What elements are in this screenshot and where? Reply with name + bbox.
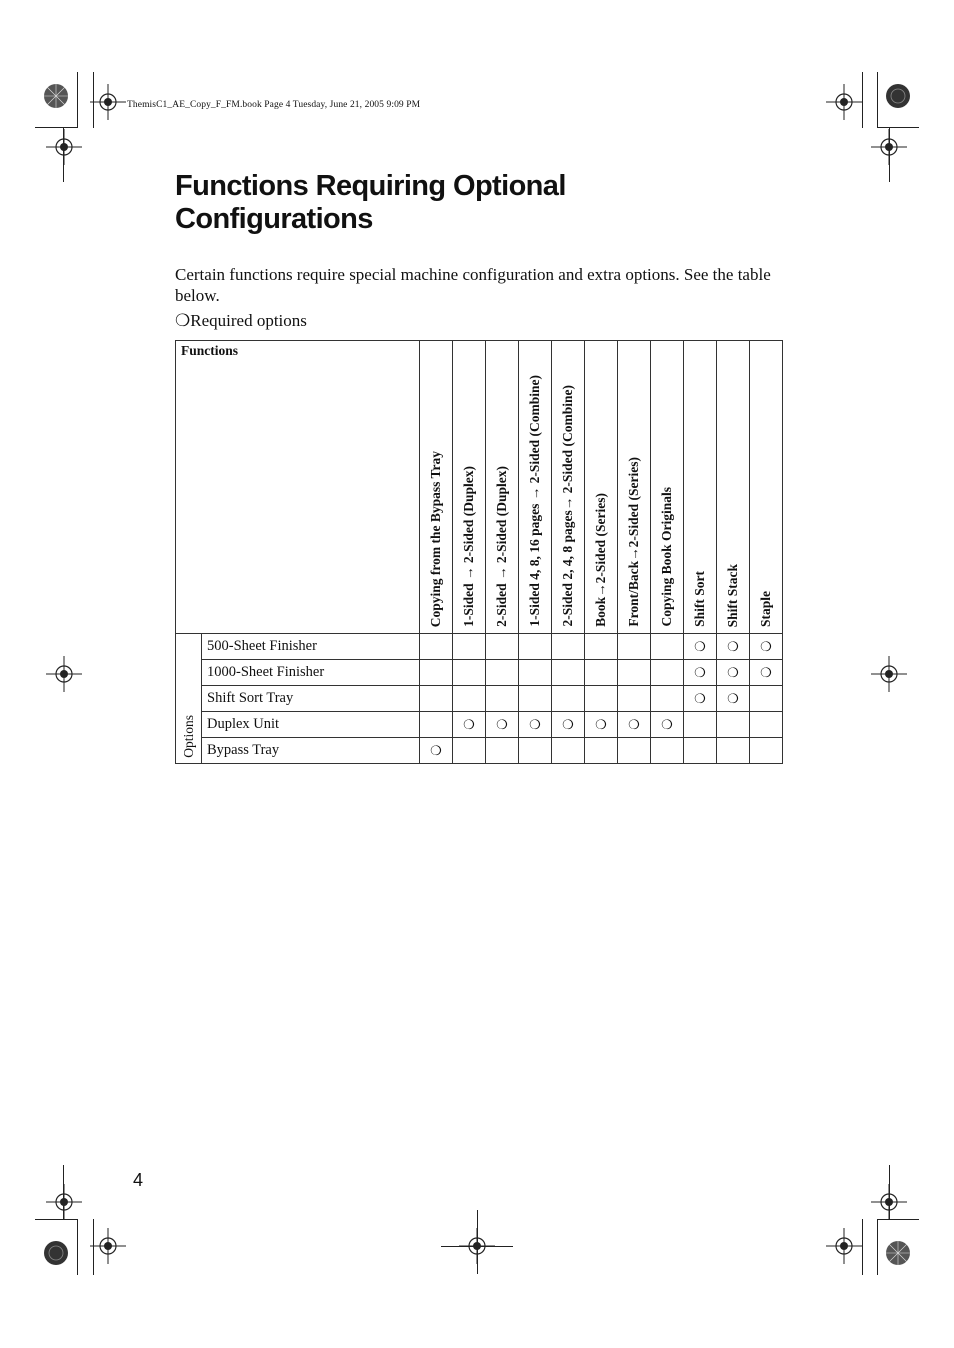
table-row <box>176 686 783 712</box>
empty-cell <box>750 738 783 764</box>
options-group-cell <box>176 634 202 764</box>
column-header-label: 2-Sided → 2-Sided (Duplex) <box>494 466 509 627</box>
required-option-mark: ❍ <box>717 634 750 660</box>
required-option-mark: ❍ <box>750 660 783 686</box>
empty-cell <box>618 660 651 686</box>
column-header <box>519 341 552 634</box>
empty-cell <box>552 738 585 764</box>
empty-cell <box>750 686 783 712</box>
required-option-mark: ❍ <box>585 712 618 738</box>
column-header <box>486 341 519 634</box>
required-option-mark: ❍ <box>420 738 453 764</box>
column-header-label: Front/Back→2-Sided (Series) <box>626 457 641 627</box>
page-title: Functions Requiring Optional Configurations <box>175 170 566 235</box>
empty-cell <box>651 738 684 764</box>
column-header-label: Copying from the Bypass Tray <box>428 450 443 627</box>
registration-crosshair-icon <box>826 1228 862 1264</box>
column-header-label: 1-Sided 4, 8, 16 pages → 2-Sided (Combine) <box>527 375 542 627</box>
empty-cell <box>519 738 552 764</box>
empty-cell <box>651 686 684 712</box>
registration-crosshair-icon <box>871 656 907 692</box>
legend-label: Required options <box>190 311 307 330</box>
empty-cell <box>618 738 651 764</box>
color-rosette-icon <box>43 83 69 109</box>
legend <box>175 311 307 331</box>
required-option-mark: ❍ <box>486 712 519 738</box>
table-row <box>176 660 783 686</box>
column-header <box>750 341 783 634</box>
column-header-label: Shift Sort <box>692 571 707 627</box>
empty-cell <box>420 660 453 686</box>
required-option-mark: ❍ <box>618 712 651 738</box>
registration-crosshair-icon <box>46 129 82 165</box>
options-group-label: Options <box>180 715 196 758</box>
empty-cell <box>717 738 750 764</box>
empty-cell <box>684 738 717 764</box>
empty-cell <box>420 686 453 712</box>
empty-cell <box>519 634 552 660</box>
required-option-mark: ❍ <box>651 712 684 738</box>
column-header <box>552 341 585 634</box>
color-rosette-icon <box>885 1240 911 1266</box>
empty-cell <box>750 712 783 738</box>
row-label: Duplex Unit <box>202 712 420 738</box>
functions-corner-label: Functions <box>176 341 420 634</box>
empty-cell <box>717 712 750 738</box>
empty-cell <box>486 634 519 660</box>
empty-cell <box>519 660 552 686</box>
row-label: Shift Sort Tray <box>202 686 420 712</box>
empty-cell <box>453 686 486 712</box>
required-option-icon: ❍ <box>175 311 191 330</box>
column-header <box>420 341 453 634</box>
empty-cell <box>552 634 585 660</box>
required-option-mark: ❍ <box>750 634 783 660</box>
registration-crosshair-icon <box>90 84 126 120</box>
empty-cell <box>651 660 684 686</box>
column-header <box>585 341 618 634</box>
column-header-label: Shift Stack <box>725 563 740 627</box>
empty-cell <box>618 634 651 660</box>
empty-cell <box>453 634 486 660</box>
color-rosette-icon <box>43 1240 69 1266</box>
required-option-mark: ❍ <box>717 660 750 686</box>
empty-cell <box>651 634 684 660</box>
empty-cell <box>552 660 585 686</box>
registration-crosshair-icon <box>826 84 862 120</box>
column-header-label: 1-Sided → 2-Sided (Duplex) <box>461 466 476 627</box>
empty-cell <box>453 738 486 764</box>
column-header-label: Book→2-Sided (Series) <box>593 493 608 627</box>
empty-cell <box>519 686 552 712</box>
empty-cell <box>585 738 618 764</box>
table-row <box>176 712 783 738</box>
required-option-mark: ❍ <box>684 686 717 712</box>
registration-crosshair-icon <box>46 1184 82 1220</box>
registration-crosshair-icon <box>871 1184 907 1220</box>
table-body <box>176 634 783 764</box>
empty-cell <box>420 634 453 660</box>
column-header <box>453 341 486 634</box>
table-row <box>176 738 783 764</box>
empty-cell <box>486 738 519 764</box>
table-header-row <box>176 341 783 634</box>
page-number: 4 <box>133 1170 144 1190</box>
column-header <box>618 341 651 634</box>
column-header-label: 2-Sided 2, 4, 8 pages→ 2-Sided (Combine) <box>560 385 575 627</box>
required-option-mark: ❍ <box>453 712 486 738</box>
required-option-mark: ❍ <box>684 660 717 686</box>
row-label: Bypass Tray <box>202 738 420 764</box>
required-option-mark: ❍ <box>519 712 552 738</box>
empty-cell <box>618 686 651 712</box>
registration-crosshair-icon <box>871 129 907 165</box>
empty-cell <box>684 712 717 738</box>
column-header <box>684 341 717 634</box>
empty-cell <box>453 660 486 686</box>
empty-cell <box>486 686 519 712</box>
file-header: ThemisC1_AE_Copy_F_FM.book Page 4 Tuesday, June 21, 2005 9:09 PM <box>127 100 421 110</box>
column-header-label: Staple <box>758 590 773 627</box>
column-header-label: Copying Book Originals <box>659 487 674 627</box>
column-header <box>651 341 684 634</box>
intro-paragraph: Certain functions require special machine configuration and extra options. See the table below. <box>175 265 771 305</box>
empty-cell <box>585 660 618 686</box>
color-rosette-icon <box>885 83 911 109</box>
required-option-mark: ❍ <box>684 634 717 660</box>
empty-cell <box>420 712 453 738</box>
row-label: 1000-Sheet Finisher <box>202 660 420 686</box>
empty-cell <box>585 634 618 660</box>
empty-cell <box>486 660 519 686</box>
column-header <box>717 341 750 634</box>
registration-crosshair-icon <box>46 656 82 692</box>
required-option-mark: ❍ <box>552 712 585 738</box>
registration-crosshair-icon <box>90 1228 126 1264</box>
empty-cell <box>585 686 618 712</box>
empty-cell <box>552 686 585 712</box>
functions-table <box>175 340 783 764</box>
table-row <box>176 634 783 660</box>
row-label: 500-Sheet Finisher <box>202 634 420 660</box>
required-option-mark: ❍ <box>717 686 750 712</box>
